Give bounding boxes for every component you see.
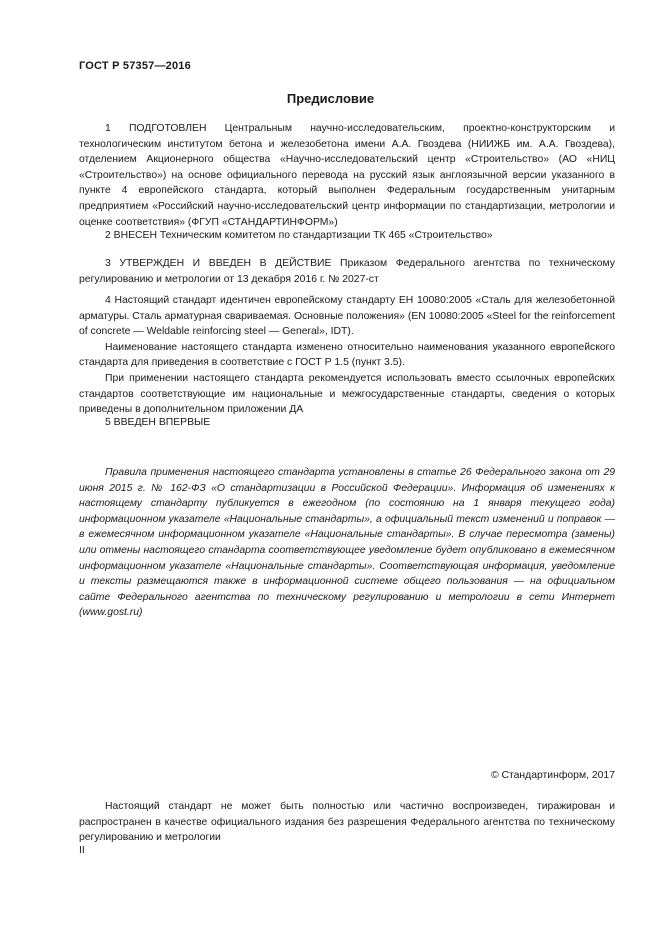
preface-item-1: [79, 121, 615, 230]
document-code: ГОСТ Р 57357—2016: [79, 60, 191, 72]
preface-item-2: [79, 228, 615, 244]
preface-item-4-references-note: При применении настоящего стандарта рекомендуется использовать вместо ссылочных европейских стандартов соответствующие им национальные и межгосударственные стандарты, сведения о которых приведены в дополнительном приложении ДА: [79, 372, 615, 416]
page-title: Предисловие: [286, 91, 375, 106]
preface-item-1-text: 1 ПОДГОТОВЛЕН Центральным научно-исследовательским, проектно-конструкторским и технологическим институтом бетона и железобетона имени А.А. Гвоздева (НИИЖБ им. А.А. Гвоздева), отделением Акционерного общества «Научно-исследовательский центр «Строительство» (АО «НИЦ «Строительство») на основе официального перевода на русский язык англоязычной версии указанного в пункте 4 европейского стандарта, который выполнен Федеральным государственным унитарным предприятием «Российский научно-исследовательский центр информации по стандартизации, метрологии и оценке соответствия» (ФГУП «СТАНДАРТИНФОРМ»): [79, 123, 615, 228]
preface-item-5: [79, 415, 615, 431]
preface-item-4: [79, 293, 615, 418]
application-rules-notice: Правила применения настоящего стандарта установлены в статье 26 Федерального закона от 29 июня 2015 г. № 162-ФЗ «О стандартизации в Российской Федерации». Информация об изменениях к настоящему стандарту публикуется в ежегодном (по состоянию на 1 января текущего года) информационном указателе «Национальные стандарты», а официальный текст изменений и поправок — в ежемесячном информационном указателе «Национальные стандарты». В случае пересмотра (замены) или отмены настоящего стандарта соответствующее уведомление будет опубликовано в ежемесячном информационном указателе «Национальные стандарты». Соответствующая информация, уведомление и тексты размещаются также в информационной системе общего пользования — на официальном сайте Федерального агентства по техническому регулированию и метрологии в сети Интернет (www.gost.ru): [79, 467, 615, 619]
preface-item-5-text: 5 ВВЕДЕН ВПЕРВЫЕ: [105, 417, 211, 428]
preface-item-2-text: 2 ВНЕСЕН Техническим комитетом по стандартизации ТК 465 «Строительство»: [105, 230, 493, 241]
preface-item-3-text: 3 УТВЕРЖДЕН И ВВЕДЕН В ДЕЙСТВИЕ Приказом Федерального агентства по техническому регулированию и метрологии от 13 декабря 2016 г. № 2027-ст: [79, 258, 615, 285]
copyright-line: © Стандартинформ, 2017: [490, 770, 615, 781]
page-number: II: [79, 845, 85, 856]
preface-item-3: [79, 256, 615, 287]
preface-item-4-text: 4 Настоящий стандарт идентичен европейскому стандарту ЕН 10080:2005 «Сталь для железобетонной арматуры. Сталь арматурная свариваемая. Основные положения» (EN 10080:2005 «Steel for the reinforcement of concrete — Weldable reinforcing steel — General», IDT).: [79, 295, 615, 338]
reproduction-notice: Настоящий стандарт не может быть полностью или частично воспроизведен, тиражирован и распространен в качестве официального издания без разрешения Федерального агентства по техническому регулированию и метрологии: [79, 801, 615, 844]
preface-item-4-name-note: Наименование настоящего стандарта изменено относительно наименования указанного европейского стандарта для приведения в соответствие с ГОСТ Р 1.5 (пункт 3.5).: [79, 341, 615, 369]
